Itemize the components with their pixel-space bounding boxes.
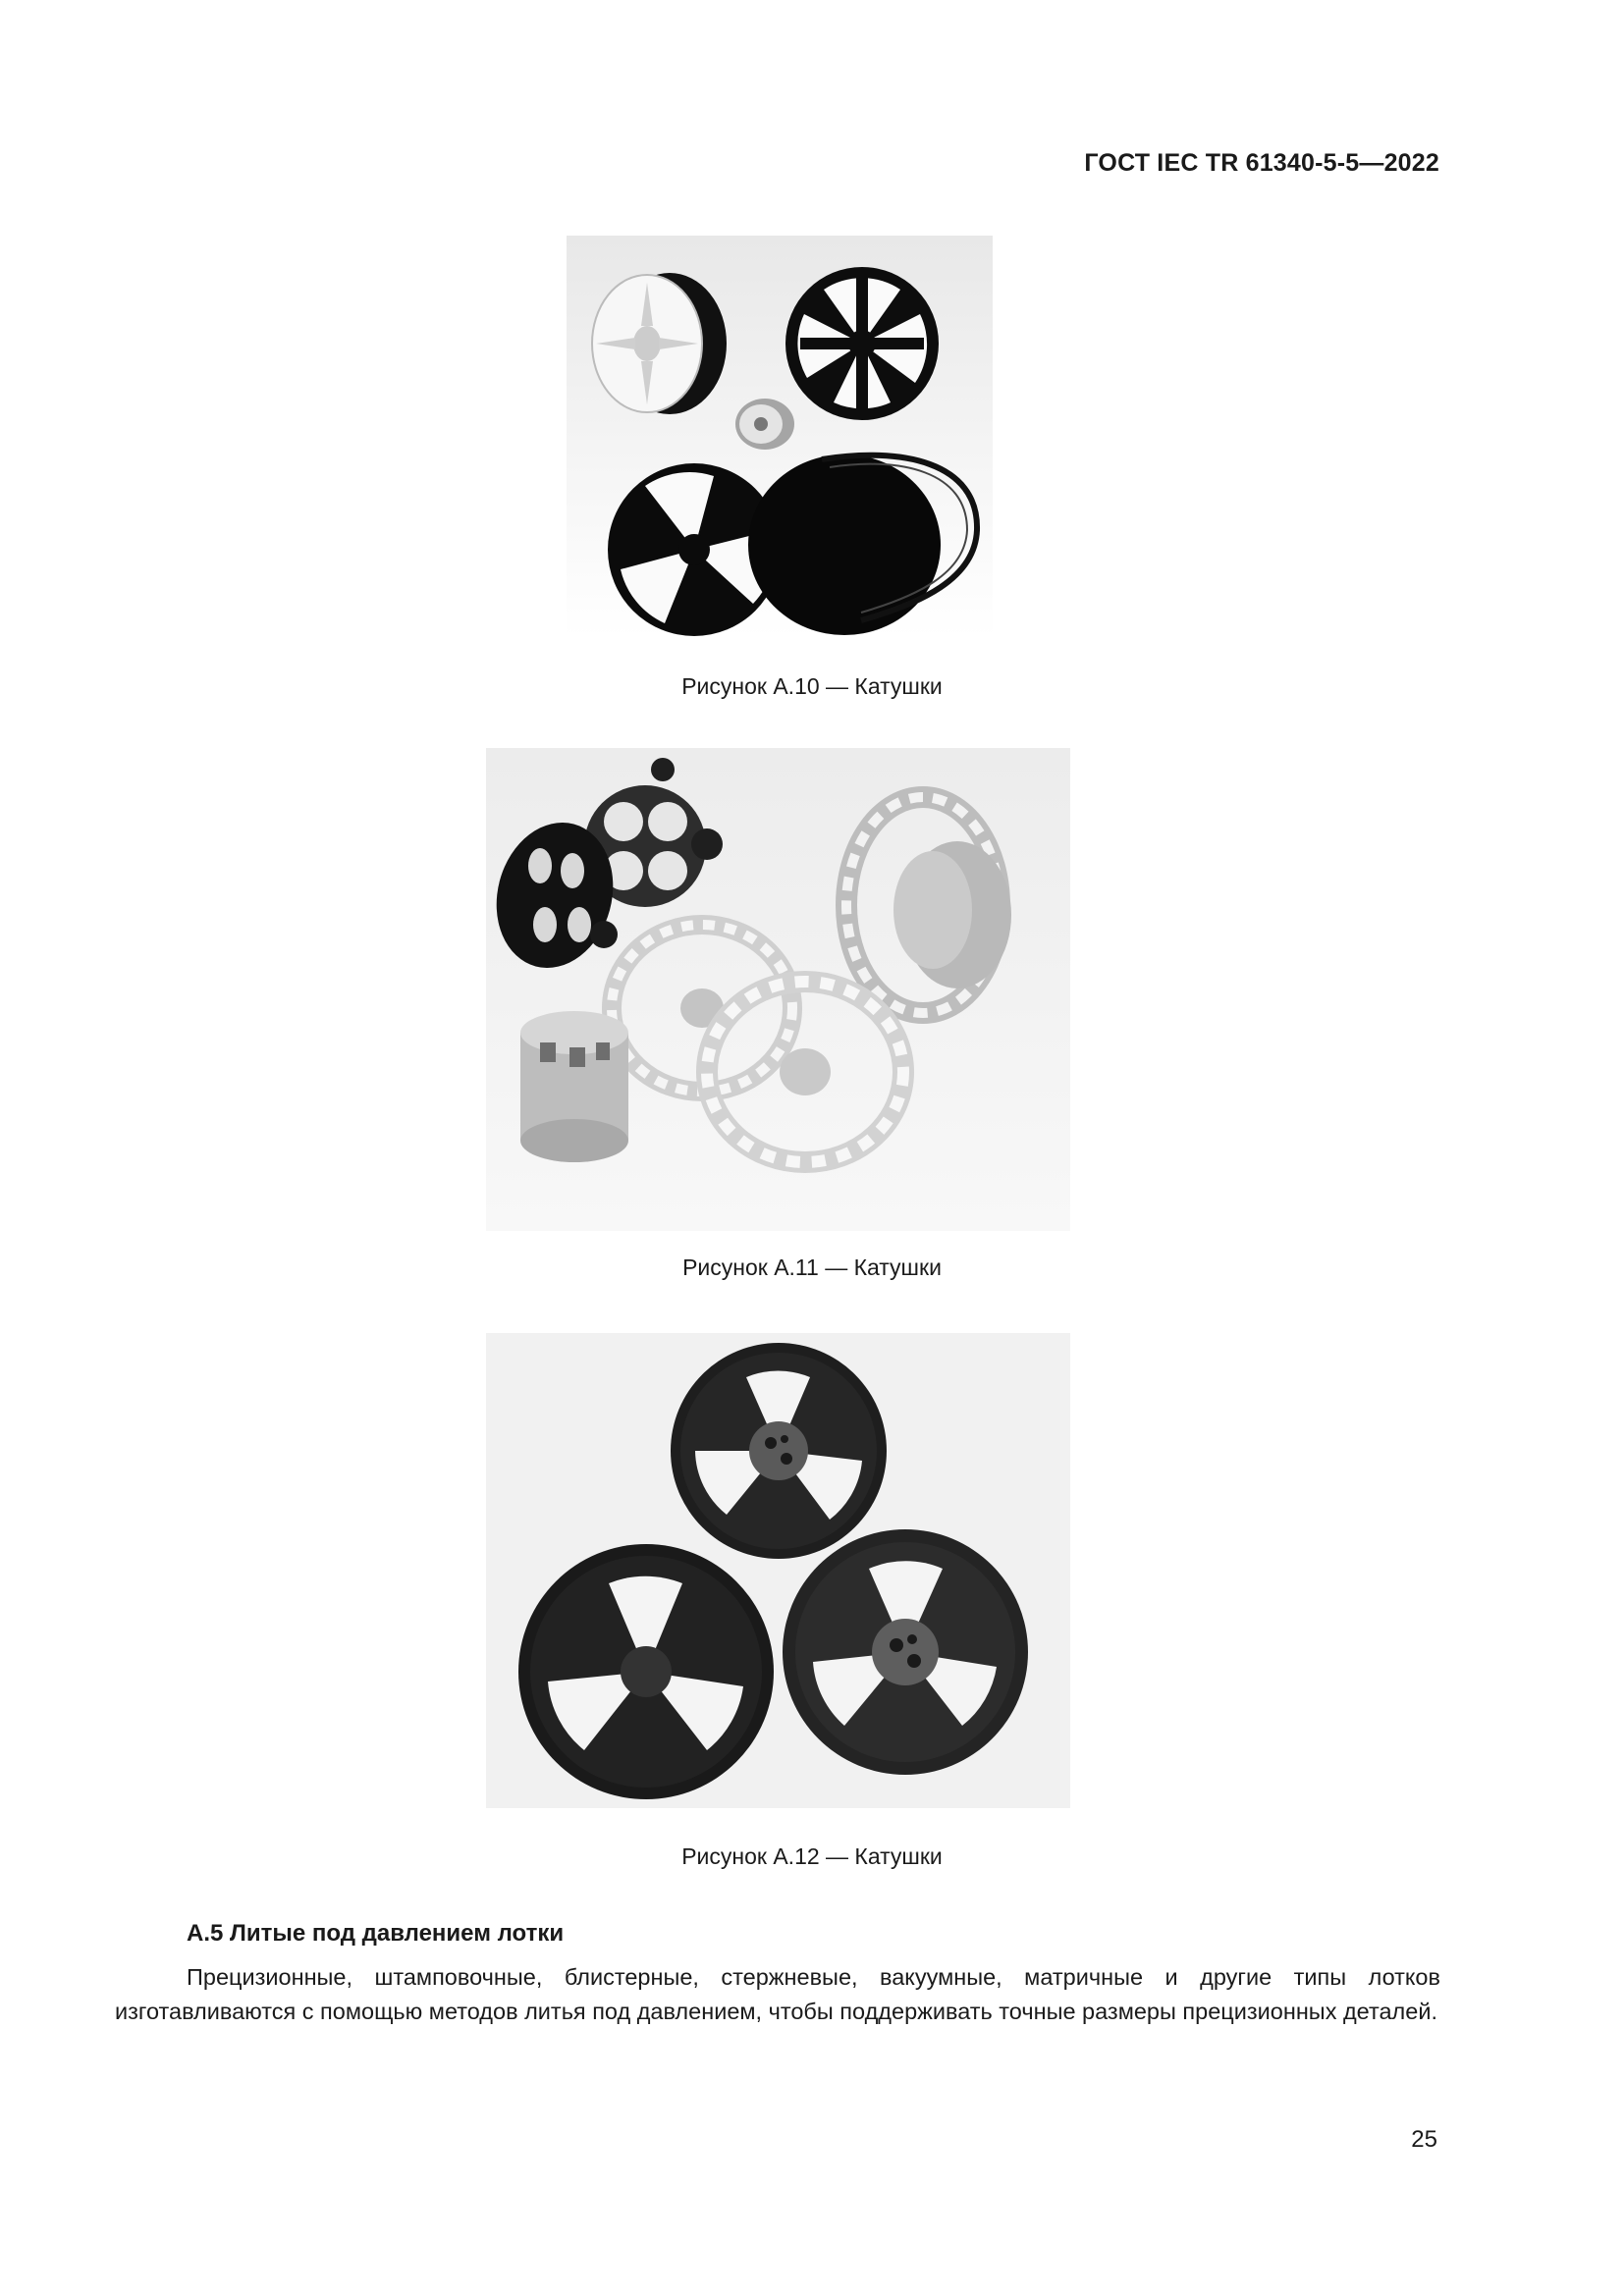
- figure-a10-caption: Рисунок А.10 — Катушки: [681, 673, 943, 699]
- reel-bottom-right: [783, 1529, 1028, 1775]
- section-paragraph: Прецизионные, штамповочные, блистерные, стержневые, вакуумные, матричные и другие типы лотков изготавливаются с помощью методов литья под давлением, чтобы поддерживать точные размеры прецизионных деталей.: [115, 1964, 1440, 2024]
- figure-a12-image: [486, 1333, 1070, 1808]
- cylinder-hub: [520, 1011, 628, 1162]
- figure-a11-caption: Рисунок А.11 — Катушки: [682, 1255, 942, 1280]
- page-number: 25: [1411, 2126, 1437, 2153]
- white-reel: [592, 275, 702, 412]
- document-header: ГОСТ IEC TR 61340-5-5—2022: [1084, 149, 1439, 177]
- black-reel-right: [785, 267, 939, 420]
- figure-a11-image: [486, 748, 1070, 1231]
- small-reel: [735, 399, 794, 450]
- figure-a10-image: [567, 236, 993, 638]
- figure-a12-caption: Рисунок А.12 — Катушки: [681, 1843, 943, 1869]
- reel-top: [671, 1343, 887, 1559]
- reel-bottom-left: [518, 1544, 774, 1799]
- section-heading: А.5 Литые под давлением лотки: [187, 1920, 565, 1947]
